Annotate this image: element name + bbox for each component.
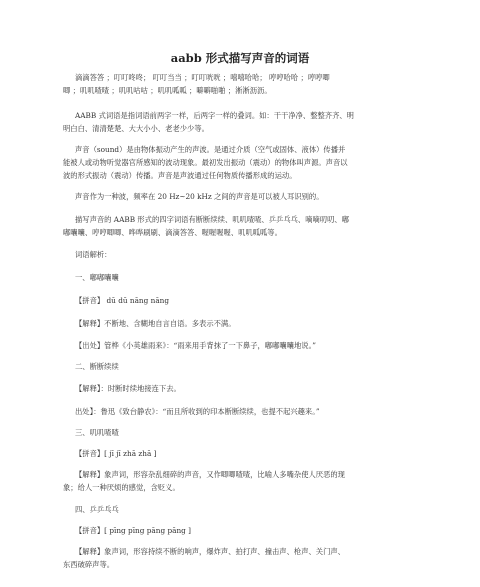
paragraph-line: 能被人或动物听觉器官所感知的波动现象。最初发出振动（震动）的物体叫声源。声音以	[63, 158, 348, 167]
paragraph-line: 嘟囔囔、哼哼唧唧、哗哗刷刷、滴滴答答、喔喔喔喔、叽叽呱呱等。	[63, 228, 282, 237]
explanation-duanduan-xuxu	[63, 382, 433, 395]
paragraph-line: 【出处】管桦《小英雄雨来》：“雨来用手背抹了一下鼻子，嘟嘟囔囔地说。”	[75, 341, 316, 350]
pinyin-jiji-zhazha	[63, 447, 433, 460]
paragraph-line: 二、断断续续	[75, 362, 119, 371]
paragraph-line: 滴滴答答 ；叮叮咚咚； 叮叮当当 ；叮叮咣咣 ；嘻嘻哈哈； 哼哼哈哈 ；哼哼唧	[75, 73, 330, 82]
paragraph-line: 【解释】不断地、含糊地自言自语。多表示不满。	[75, 319, 236, 328]
paragraph-line: 声音作为一种波，频率在 20 Hz~20 kHz 之间的声音是可以被人耳识别的。	[75, 192, 324, 201]
paragraph-sound-words	[63, 71, 433, 97]
document-title: aabb 形式描写声音的词语	[170, 51, 310, 65]
paragraph-line: 象；给人一种厌烦的感觉，含贬义。	[63, 483, 180, 492]
heading-pingping-pangpang	[63, 503, 433, 516]
paragraph-line: 词语解析：	[75, 250, 112, 259]
explanation-dudu-nangnang	[63, 317, 433, 330]
paragraph-line: 【拼音】[ pīng pīng pāng pāng ]	[75, 526, 192, 535]
heading-jiji-zhazha	[63, 426, 433, 439]
heading-duanduan-xuxu	[63, 360, 433, 373]
paragraph-aabb-examples	[63, 213, 433, 239]
paragraph-line: AABB 式词语是指词语前两字一样，后两字一样的叠词。如：干干净净、整整齐齐、明	[75, 111, 354, 120]
explanation-jiji-zhazha	[63, 468, 433, 494]
pinyin-dudu-nangnang	[63, 294, 433, 307]
paragraph-sound-definition	[63, 143, 433, 182]
paragraph-line: 描写声音的 AABB 形式的四字词语有断断续续、叽叽喳喳、乒乒乓乓、嘀嘀叨叨、嘟	[75, 215, 349, 224]
paragraph-line: 【解释】象声词，形容杂乱细碎的声音，又作唧唧喳喳，比喻人多嘴杂使人厌恶的现	[75, 470, 345, 479]
paragraph-line: 声音（sound）是由物体振动产生的声波。是通过介质（空气或固体、液体）传播并	[75, 145, 346, 154]
paragraph-line: 【拼音】[ jī jī zhā zhā ]	[75, 449, 157, 458]
paragraph-line: 波的形式振动（震动）传播。声音是声波通过任何物质传播形成的运动。	[63, 171, 297, 180]
paragraph-line: 明白白、清清楚楚、大大小小、老老少少等。	[63, 124, 209, 133]
paragraph-line: 出处】：鲁迅《致台静农》：“而且所收到的印本断断续续，也提不起兴趣来。”	[75, 407, 320, 416]
pinyin-pingping-pangpang	[63, 524, 433, 537]
source-duanduan-xuxu	[63, 405, 433, 418]
paragraph-line: 【拼音】 dū dū nāng nāng	[75, 296, 170, 305]
paragraph-line: 一、嘟嘟囔囔	[75, 273, 119, 282]
paragraph-aabb-definition	[63, 109, 433, 135]
paragraph-line: 东西破碎声等。	[63, 560, 115, 569]
paragraph-line: 四、乒乒乓乓	[75, 505, 119, 514]
paragraph-line: 唧 ；叽叽喳喳 ；叽叽咕咕 ；叽叽呱呱 ；噼噼啪啪 ；淅淅沥沥。	[63, 86, 272, 95]
explanation-pingping-pangpang	[63, 545, 433, 571]
heading-dudu-nangnang	[63, 271, 433, 284]
paragraph-line: 【解释】：时断时续地接连下去。	[75, 384, 181, 393]
paragraph-sound-frequency	[63, 190, 433, 203]
paragraph-line: 三、叽叽喳喳	[75, 428, 119, 437]
source-dudu-nangnang	[63, 339, 433, 352]
paragraph-line: 【解释】象声词，形容持续不断的响声，爆炸声、拍打声、撞击声、枪声、关门声、	[75, 547, 345, 556]
heading-word-analysis	[63, 248, 433, 261]
